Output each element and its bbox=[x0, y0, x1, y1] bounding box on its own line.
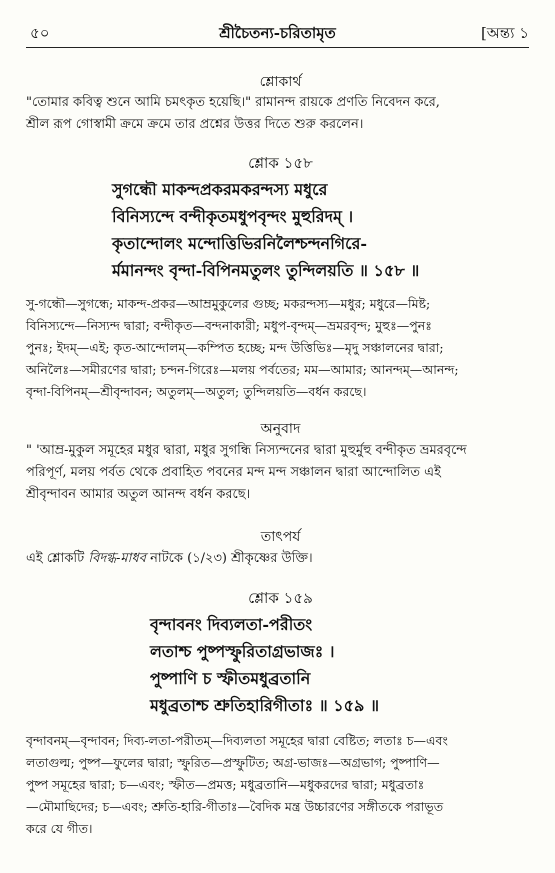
page-number: ৫০ bbox=[30, 24, 50, 42]
anubad-line: শ্রীবৃন্দাবন আমার অতুল আনন্দ বর্ধন করছে। bbox=[26, 487, 251, 502]
verse-159-line: বৃন্দাবনং দিব্যলতা-পরীতং bbox=[150, 615, 313, 634]
verse-158-heading: শ্লোক ১৫৮ bbox=[248, 154, 313, 172]
gloss-line: সু-গন্ধৌ—সুগন্ধে; মাকন্দ-প্রকর—আম্রমুকুলের গুচ্ছ; মকরন্দস্য—মধুর; মধুরে—মিষ্ট; bbox=[26, 296, 431, 311]
verse-159-line: মধুব্রতাশ্চ শ্রুতিহারিগীতাঃ ॥ ১৫৯ ॥ bbox=[150, 696, 380, 715]
purport-text: নাটকে (১/২৩) শ্রীকৃষ্ণের উক্তি। bbox=[145, 551, 313, 566]
gloss-line: বৃন্দা-বিপিনম্—শ্রীবৃন্দাবন; অতুলম্—অতুল; তুন্দিলয়তি—বর্ধন করছে। bbox=[26, 384, 367, 399]
translation-line: শ্রীল রূপ গোস্বামী ক্রমে ক্রমে তার প্রশ্নের উত্তর দিতে শুরু করলেন। bbox=[26, 117, 364, 132]
purport-heading: তাৎপর্য bbox=[260, 529, 301, 545]
verse-159-heading: শ্লোক ১৫৯ bbox=[248, 589, 313, 607]
anubad-paragraph bbox=[26, 440, 535, 506]
gloss-line: পুনঃ; ইদম্—এই; কৃত-আন্দোলম্—কম্পিত হচ্ছে; মন্দ উত্তিভিঃ—মৃদু সঞ্চালনের দ্বারা; bbox=[26, 340, 444, 355]
word-meanings-158 bbox=[26, 293, 535, 403]
verse-159-line: পুষ্পাণি চ স্ফীতমধুব্রতানি bbox=[150, 669, 311, 688]
translation-heading: শ্লোকার্থ bbox=[259, 74, 302, 90]
purport-text: এই শ্লোকটি bbox=[26, 551, 89, 566]
chapter-marker: [অন্ত্য ১ bbox=[480, 24, 529, 42]
translation-line: "তোমার কবিত্ব শুনে আমি চমৎকৃত হয়েছি।" রামানন্দ রায়কে প্রণতি নিবেদন করে, bbox=[26, 95, 440, 110]
verse-158-line: সুগন্ধৌ মাকন্দপ্রকরমকরন্দস্য মধুরে bbox=[112, 180, 328, 199]
running-title: শ্রীচৈতন্য-চরিতামৃত bbox=[219, 24, 336, 42]
verse-159-line: লতাশ্চ পুষ্পস্ফুরিতাগ্রভাজঃ । bbox=[150, 642, 335, 661]
gloss-line: বিনিস্যন্দে—নিস্যন্দ দ্বারা; বন্দীকৃত—বন্দনাকারী; মধুপ-বৃন্দম্—ভ্রমরবৃন্দ; মুহুঃ—পুনঃ bbox=[26, 318, 432, 333]
gloss-line: লতাগুল্ম; পুষ্প—ফুলের দ্বারা; স্ফুরিত—প্রস্ফুটিত; অগ্র-ভাজঃ—অগ্রভাগ; পুষ্পাণি— bbox=[26, 755, 440, 770]
page-header bbox=[26, 22, 529, 48]
anubad-line: " 'আম্র-মুকুল সমূহের মধুর দ্বারা, মধুর সুগন্ধি নিস্যন্দনের দ্বারা মুহুর্মুহু বন্দীকৃত ভ্রমরবৃন্দে bbox=[26, 443, 467, 458]
verse-158-line: কৃতান্দোলং মন্দোত্তিভিরনিলৈশ্চন্দনগিরে- bbox=[112, 234, 368, 253]
verse-158-line: র্মমানন্দং বৃন্দা-বিপিনমতুলং তুন্দিলয়তি ॥ ১৫৮ ॥ bbox=[112, 261, 420, 280]
anubad-heading: অনুবাদ bbox=[260, 421, 301, 437]
anubad-line: পরিপূর্ণ, মলয় পর্বত থেকে প্রবাহিত পবনের মন্দ মন্দ সঞ্চালন দ্বারা আন্দোলিত এই bbox=[26, 465, 441, 480]
gloss-line: করে যে গীত। bbox=[26, 821, 93, 836]
gloss-line: পুষ্প সমূহের দ্বারা; চ—এবং; স্ফীত—প্রমত্ত; মধুব্রতানি—মধুকরদের দ্বারা; মধুব্রতাঃ bbox=[26, 777, 425, 792]
verse-158-line: বিনিস্যন্দে বন্দীকৃতমধুপবৃন্দং মুহুরিদম্ । bbox=[112, 207, 354, 226]
purport-book-title: বিদগ্ধ-মাধব bbox=[88, 551, 146, 566]
word-meanings-159 bbox=[26, 730, 535, 840]
translation-paragraph bbox=[26, 92, 535, 136]
gloss-line: অনিলৈঃ—সমীরণের দ্বারা; চন্দন-গিরেঃ—মলয় পর্বতের; মম—আমার; আনন্দম্—আনন্দ; bbox=[26, 362, 459, 377]
header-rule bbox=[26, 47, 529, 48]
gloss-line: বৃন্দাবনম্—বৃন্দাবন; দিব্য-লতা-পরীতম্—দিব্যলতা সমূহের দ্বারা বেষ্টিত; লতাঃ চ—এবং bbox=[26, 733, 448, 748]
purport-paragraph bbox=[26, 548, 535, 570]
gloss-line: —মৌমাছিদের; চ—এবং; শ্রুতি-হারি-গীতাঃ—বৈদিক মন্ত্র উচ্চারণের সঙ্গীতকে পরাভূত bbox=[26, 799, 444, 814]
